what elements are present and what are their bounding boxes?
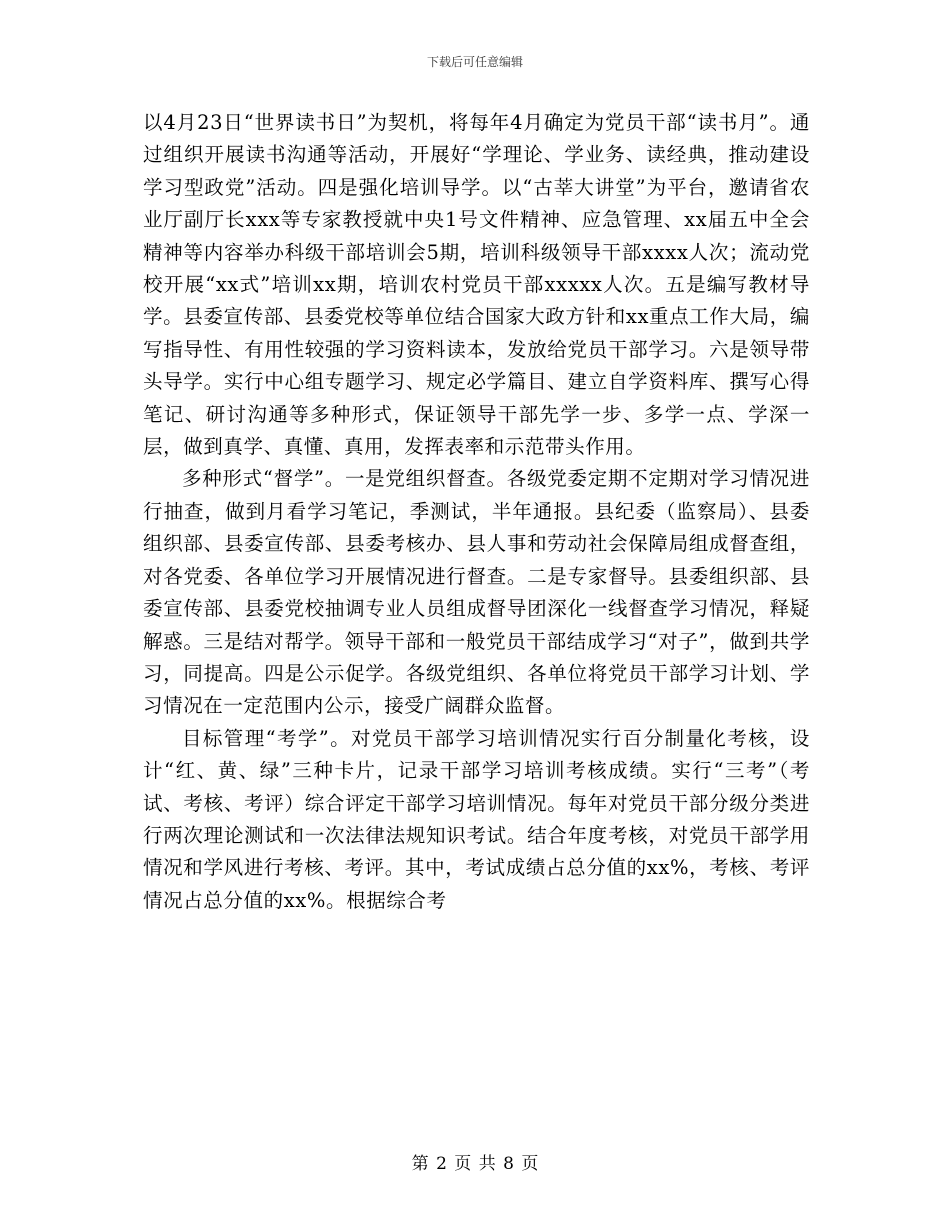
- paragraph-2: 多种形式“督学”。一是党组织督查。各级党委定期不定期对学习情况进行抽查，做到月看学习笔记，季测试，半年通报。县纪委（监察局）、县委组织部、县委宣传部、县委考核办、县人事和劳动社会保障局组成督查组，对各党委、各单位学习开展情况进行督查。二是专家督导。县委组织部、县委宣传部、县委党校抽调专业人员组成督导团深化一线督查学习情况，释疑解惑。三是结对帮学。领导干部和一般党员干部结成学习“对子”，做到共学习，同提高。四是公示促学。各级党组织、各单位将党员干部学习计划、学习情况在一定范围内公示，接受广阔群众监督。: [143, 467, 810, 718]
- paragraph-1: 以4月23日“世界读书日”为契机，将每年4月确定为党员干部“读书月”。通过组织开展读书沟通等活动，开展好“学理论、学业务、读经典，推动建设学习型政党”活动。四是强化培训导学。以“古莘大讲堂”为平台，邀请省农业厅副厅长xxx等专家教授就中央1号文件精神、应急管理、xx届五中全会精神等内容举办科级干部培训会5期，培训科级领导干部xxxx人次；流动党校开展“xx式”培训xx期，培训农村党员干部xxxxx人次。五是编写教材导学。县委宣传部、县委党校等单位结合国家大政方针和xx重点工作大局，编写指导性、有用性较强的学习资料读本，发放给党员干部学习。六是领导带头导学。实行中心组专题学习、规定必学篇目、建立自学资料库、撰写心得笔记、研讨沟通等多种形式，保证领导干部先学一步、多学一点、学深一层，做到真学、真懂、真用，发挥表率和示范带头作用。: [143, 111, 810, 459]
- document-body: [143, 107, 810, 917]
- page-footer: 第 2 页 共 8 页: [411, 1154, 539, 1174]
- page-header: 下载后可任意编辑: [426, 55, 523, 69]
- paragraph-3: 目标管理“考学”。对党员干部学习培训情况实行百分制量化考核，设计“红、黄、绿”三种卡片，记录干部学习培训考核成绩。实行“三考”（考试、考核、考评）综合评定干部学习培训情况。每年对党员干部分级分类进行两次理论测试和一次法律法规知识考试。结合年度考核，对党员干部学用情况和学风进行考核、考评。其中，考试成绩占总分值的xx%，考核、考评情况占总分值的xx%。根据综合考: [143, 726, 810, 912]
